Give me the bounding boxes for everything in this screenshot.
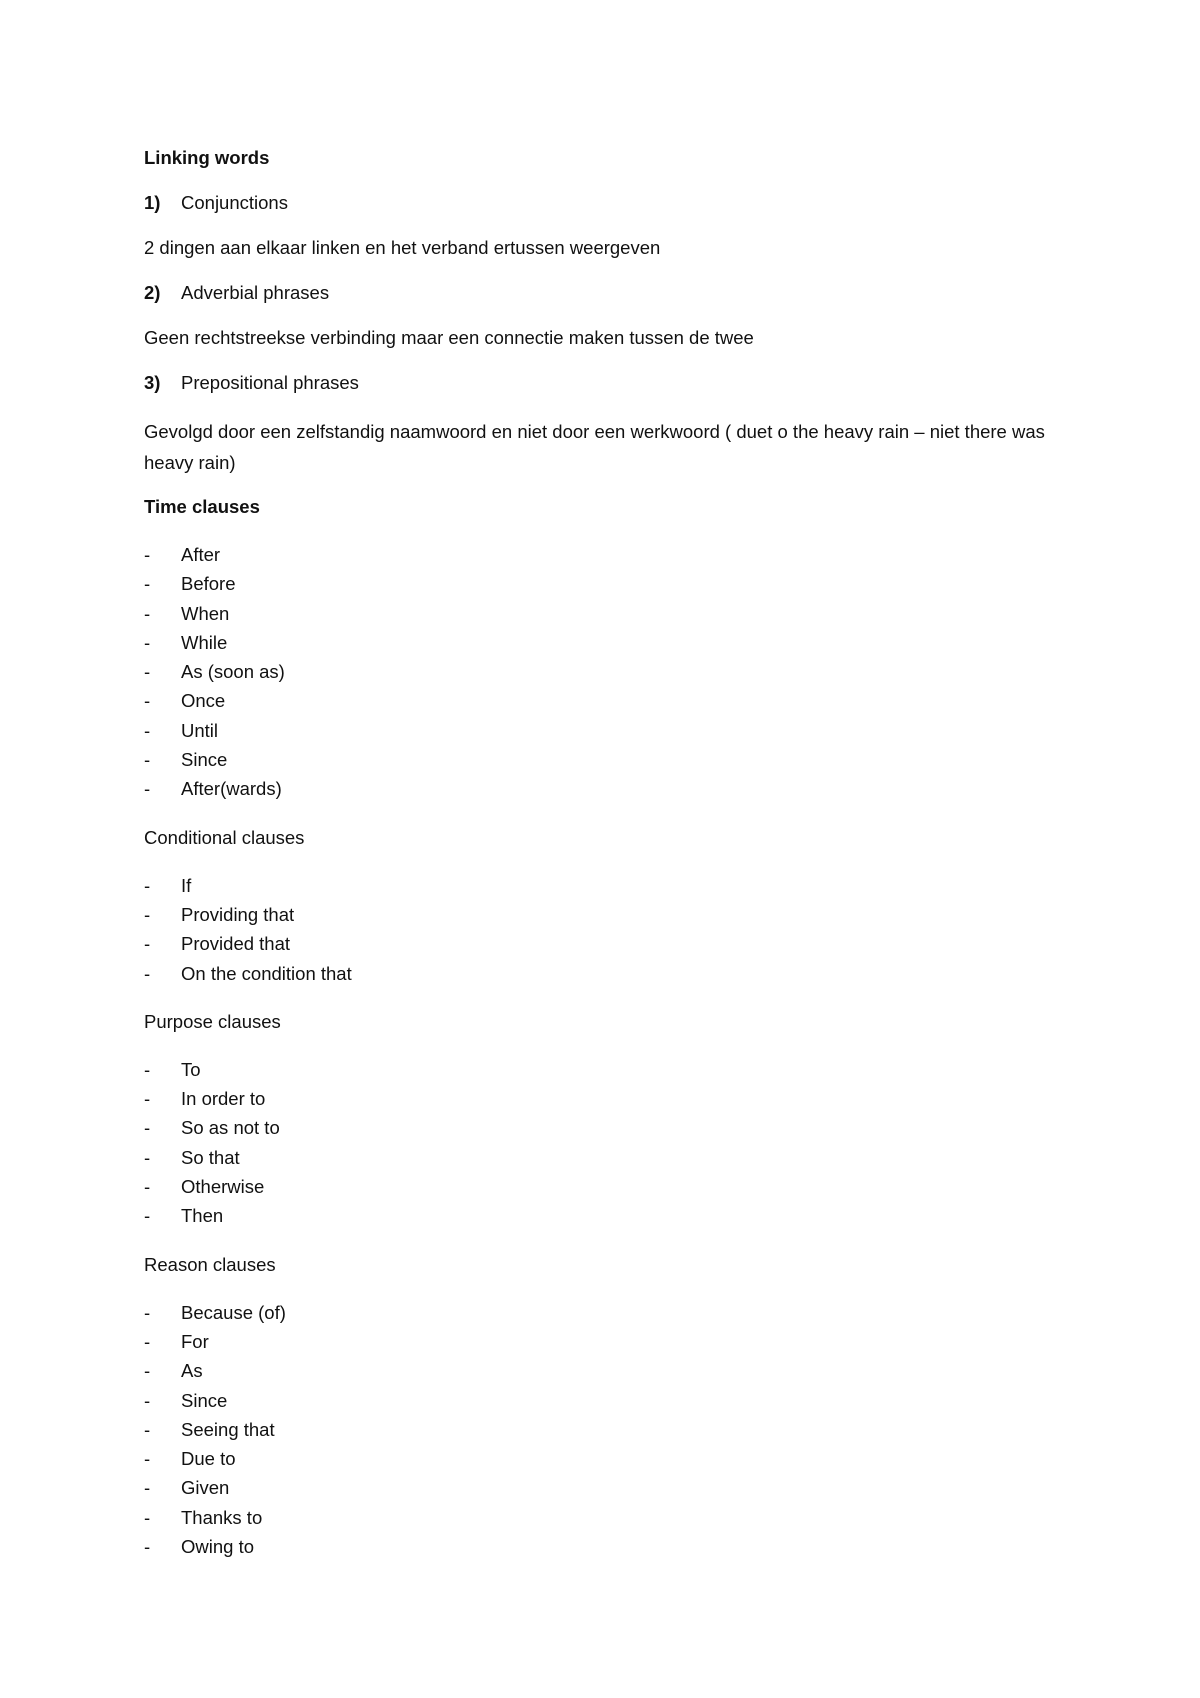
list-item-text: After(wards) — [181, 778, 282, 800]
time-clauses-heading: Time clauses — [144, 496, 260, 517]
list-item-text: While — [181, 631, 228, 653]
list-item — [144, 1327, 1064, 1356]
bullet-dash: - — [144, 690, 151, 712]
list-item — [144, 1386, 1064, 1415]
list-item-text: When — [181, 602, 230, 624]
bullet-dash: - — [144, 1389, 151, 1411]
bullet-dash: - — [144, 1117, 151, 1139]
list-item — [144, 900, 1064, 929]
list-item — [144, 716, 1064, 745]
bullet-dash: - — [144, 1330, 151, 1352]
list-item — [144, 1356, 1064, 1385]
conditional-clauses-list — [144, 871, 1064, 988]
list-item-text: As (soon as) — [181, 661, 285, 683]
list-item-text: Until — [181, 719, 219, 741]
list-item — [144, 871, 1064, 900]
list-item — [144, 959, 1064, 988]
section-number: 1) — [144, 192, 161, 213]
list-item-text: Seeing that — [181, 1418, 275, 1440]
list-item — [144, 1444, 1064, 1473]
list-item-text: To — [181, 1058, 201, 1080]
list-item — [144, 1532, 1064, 1561]
bullet-dash: - — [144, 1448, 151, 1470]
document-body — [144, 146, 1064, 1583]
bullet-dash: - — [144, 1477, 151, 1499]
reason-clauses-heading: Reason clauses — [144, 1253, 276, 1275]
list-item — [144, 745, 1064, 774]
bullet-dash: - — [144, 719, 151, 741]
section-number: 3) — [144, 372, 161, 393]
document-title: Linking words — [144, 147, 270, 168]
bullet-dash: - — [144, 1301, 151, 1323]
bullet-dash: - — [144, 1146, 151, 1168]
bullet-dash: - — [144, 1506, 151, 1528]
list-item-text: After — [181, 544, 221, 565]
bullet-dash: - — [144, 749, 151, 771]
section-label: Prepositional phrases — [181, 372, 359, 393]
list-item — [144, 774, 1064, 803]
list-item-text: Since — [181, 749, 228, 771]
section-number: 2) — [144, 282, 161, 303]
bullet-dash: - — [144, 573, 151, 595]
section-label: Adverbial phrases — [181, 282, 330, 303]
list-item-text: Then — [181, 1205, 224, 1227]
list-item-text: Because (of) — [181, 1301, 286, 1323]
list-item-text: Given — [181, 1477, 230, 1499]
bullet-dash: - — [144, 778, 151, 800]
list-item-text: Provided that — [181, 933, 291, 955]
list-item — [144, 657, 1064, 686]
list-item-text: So that — [181, 1146, 240, 1168]
bullet-dash: - — [144, 1176, 151, 1198]
list-item-text: Once — [181, 690, 226, 712]
list-item-text: In order to — [181, 1088, 266, 1110]
bullet-dash: - — [144, 1360, 151, 1382]
list-item-text: Before — [181, 573, 236, 595]
list-item — [144, 1298, 1064, 1327]
list-item — [144, 686, 1064, 715]
bullet-dash: - — [144, 661, 151, 683]
section-label: Conjunctions — [181, 192, 288, 213]
section-description: Gevolgd door een zelfstandig naamwoord en niet door een werkwoord ( duet o the heavy rain – niet there was heavy rain) — [144, 421, 1045, 473]
section-description: Geen rechtstreekse verbinding maar een connectie maken tussen de twee — [144, 327, 754, 348]
list-item — [144, 1172, 1064, 1201]
bullet-dash: - — [144, 1205, 151, 1227]
list-item-text: Due to — [181, 1448, 236, 1470]
bullet-dash: - — [144, 874, 151, 896]
section-conjunctions — [144, 191, 1064, 214]
list-item — [144, 1201, 1064, 1230]
bullet-dash: - — [144, 1088, 151, 1110]
bullet-dash: - — [144, 903, 151, 925]
list-item — [144, 540, 1064, 569]
list-item-text: As — [181, 1360, 203, 1382]
purpose-clauses-heading: Purpose clauses — [144, 1010, 281, 1032]
time-clauses-list — [144, 540, 1064, 804]
bullet-dash: - — [144, 1418, 151, 1440]
list-item — [144, 569, 1064, 598]
list-item — [144, 599, 1064, 628]
list-item — [144, 1503, 1064, 1532]
bullet-dash: - — [144, 544, 151, 565]
list-item-text: Providing that — [181, 903, 295, 925]
section-prepositional-phrases — [144, 371, 1064, 394]
list-item — [144, 1473, 1064, 1502]
list-item-text: Since — [181, 1389, 228, 1411]
section-description: 2 dingen aan elkaar linken en het verband ertussen weergeven — [144, 237, 661, 258]
list-item-text: So as not to — [181, 1117, 280, 1139]
list-item-text: Thanks to — [181, 1506, 263, 1528]
purpose-clauses-list — [144, 1055, 1064, 1231]
conditional-clauses-heading: Conditional clauses — [144, 826, 305, 848]
list-item-text: Owing to — [181, 1536, 255, 1558]
list-item-text: For — [181, 1330, 209, 1352]
list-item — [144, 628, 1064, 657]
bullet-dash: - — [144, 933, 151, 955]
list-item-text: If — [181, 874, 192, 896]
list-item — [144, 1113, 1064, 1142]
list-item-text: On the condition that — [181, 962, 352, 984]
bullet-dash: - — [144, 1058, 151, 1080]
list-item — [144, 1055, 1064, 1084]
list-item — [144, 1084, 1064, 1113]
reason-clauses-list — [144, 1298, 1064, 1562]
section-adverbial-phrases — [144, 281, 1064, 304]
list-item — [144, 1415, 1064, 1444]
bullet-dash: - — [144, 962, 151, 984]
list-item — [144, 929, 1064, 958]
list-item — [144, 1143, 1064, 1172]
bullet-dash: - — [144, 1536, 151, 1558]
bullet-dash: - — [144, 631, 151, 653]
list-item-text: Otherwise — [181, 1176, 265, 1198]
bullet-dash: - — [144, 602, 151, 624]
